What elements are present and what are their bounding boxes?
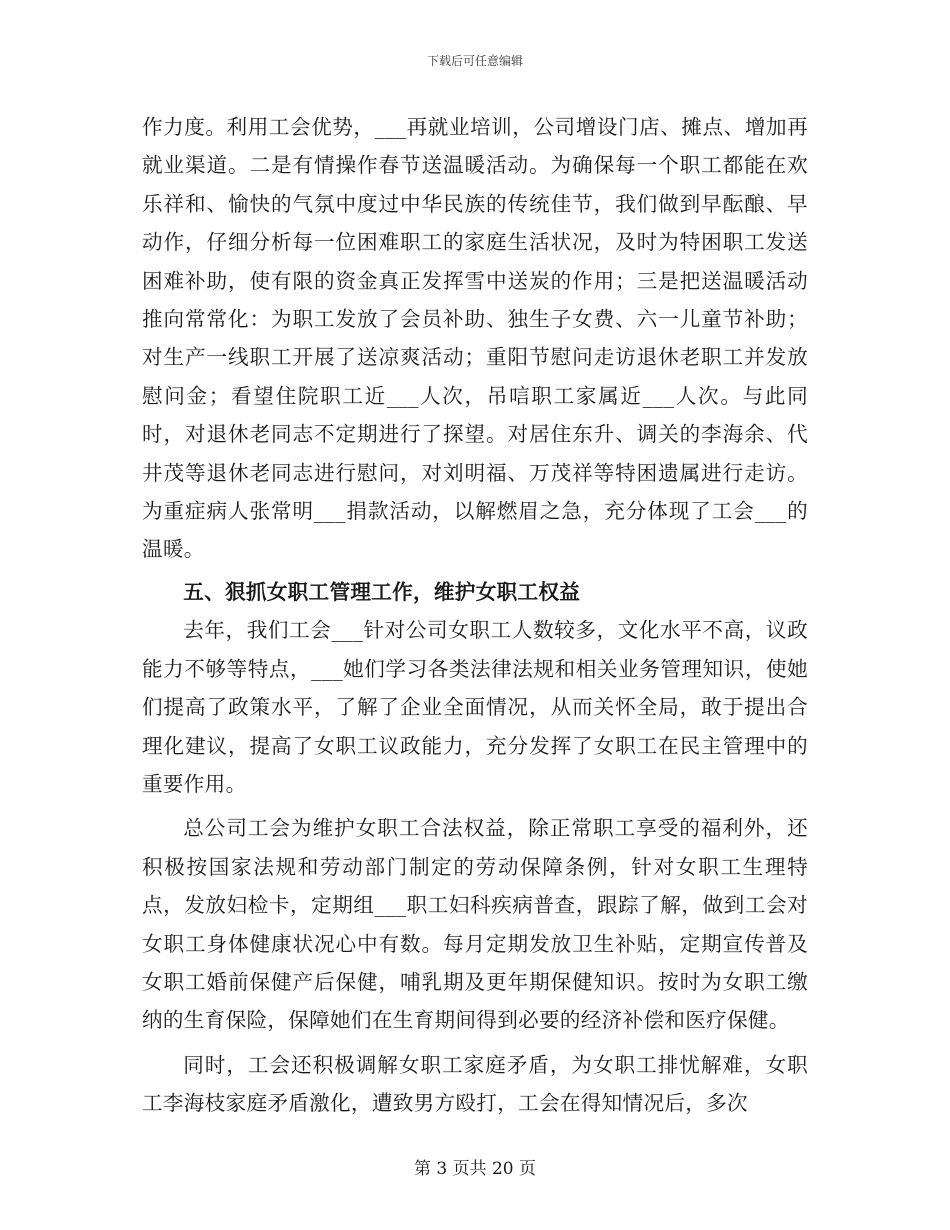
page-header: 下载后可任意编辑	[426, 54, 523, 68]
paragraph: 去年，我们工会___针对公司女职工人数较多，文化水平不高，议政能力不够等特点，___她们学习各类法律法规和相关业务管理知识，使她们提高了政策水平，了解了企业全面情况，从而关怀全局，敢于提出合理化建议，提高了女职工议政能力，充分发挥了女职工在民主管理中的重要作用。	[142, 618, 808, 796]
paragraph: 总公司工会为维护女职工合法权益，除正常职工享受的福利外，还积极按国家法规和劳动部门制定的劳动保障条例，针对女职工生理特点，发放妇检卡，定期组___职工妇科疾病普查，跟踪了解，做到工会对女职工身体健康状况心中有数。每月定期发放卫生补贴，定期宣传普及女职工婚前保健产后保健，哺乳期及更年期保健知识。按时为女职工缴纳的生育保险，保障她们在生育期间得到必要的经济补偿和医疗保健。	[142, 816, 808, 1033]
document-body	[142, 108, 808, 1123]
paragraph: 同时，工会还积极调解女职工家庭矛盾，为女职工排忧解难，女职工李海枝家庭矛盾激化，遭致男方殴打，工会在得知情况后，多次	[142, 1052, 808, 1116]
paragraph-continued: 作力度。利用工会优势，___再就业培训，公司增设门店、摊点、增加再就业渠道。二是有情操作春节送温暖活动。为确保每一个职工都能在欢乐祥和、愉快的气氛中度过中华民族的传统佳节，我们做到早酝酿、早动作，仔细分析每一位困难职工的家庭生活状况，及时为特困职工发送困难补助，使有限的资金真正发挥雪中送炭的作用；三是把送温暖活动推向常常化：为职工发放了会员补助、独生子女费、六一儿童节补助；对生产一线职工开展了送凉爽活动；重阳节慰问走访退休老职工并发放慰问金；看望住院职工近___人次，吊唁职工家属近___人次。与此同时，对退休老同志不定期进行了探望。对居住东升、调关的李海余、代井茂等退休老同志进行慰问，对刘明福、万茂祥等特困遗属进行走访。为重症病人张常明___捐款活动，以解燃眉之急，充分体现了工会___的温暖。	[142, 115, 808, 562]
page-footer: 第 3 页共 20 页	[413, 1159, 537, 1179]
section-heading: 五、狠抓女职工管理工作，维护女职工权益	[183, 579, 581, 604]
